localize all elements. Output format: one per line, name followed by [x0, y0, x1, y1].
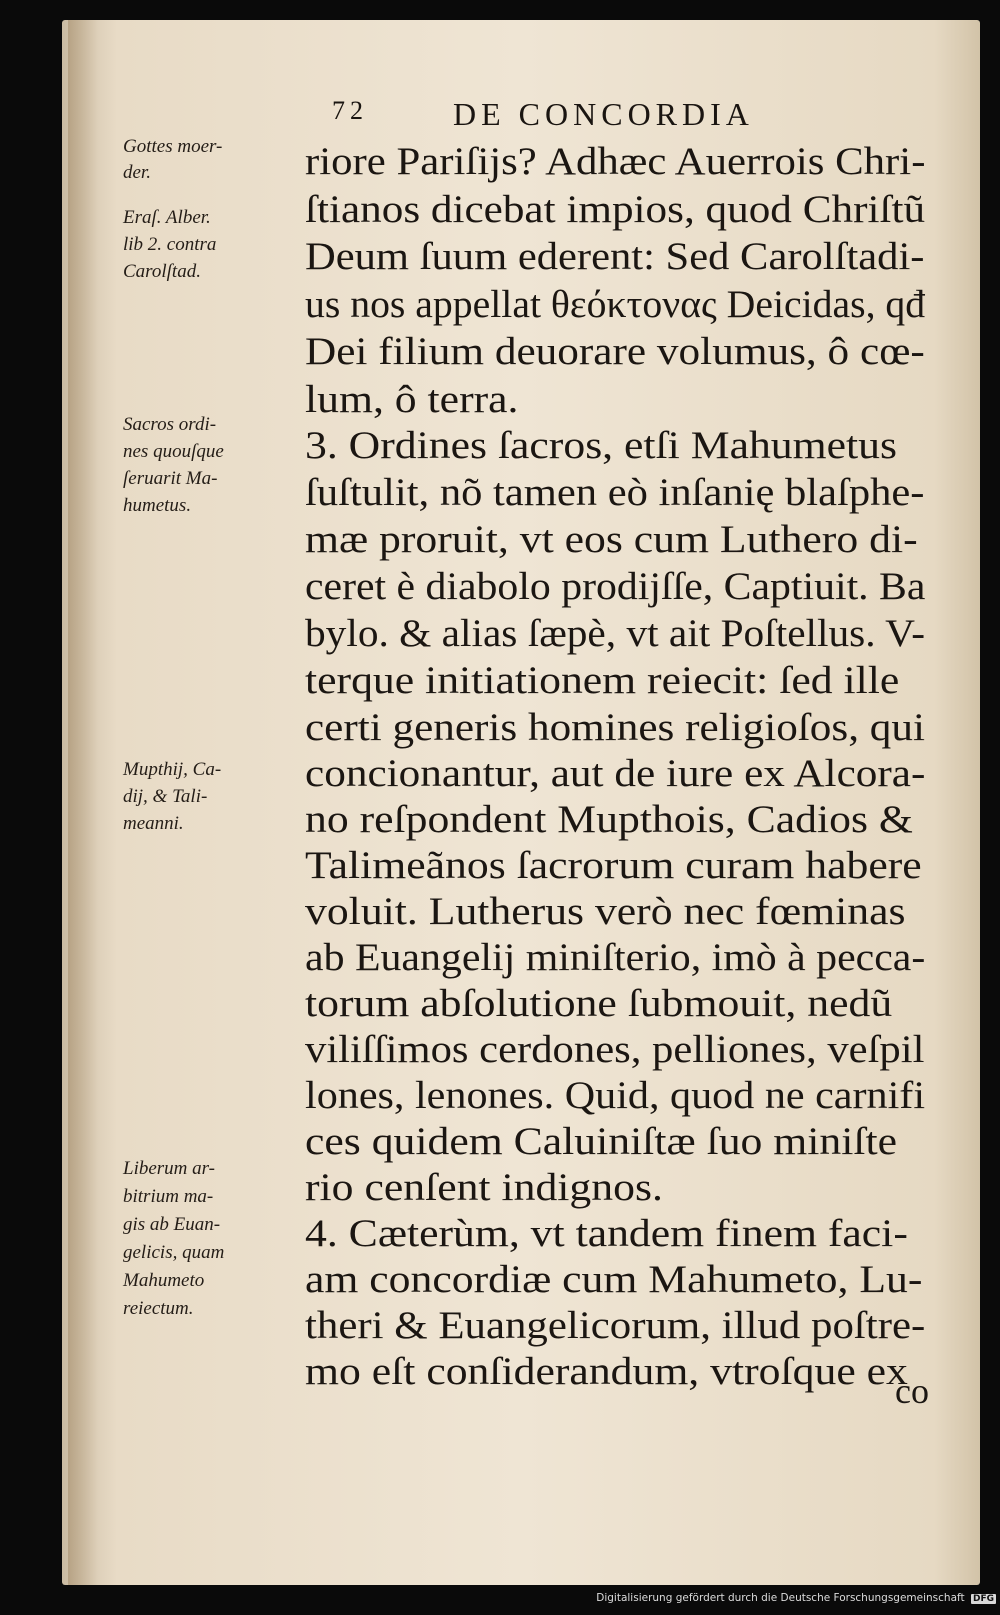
margin-note-line: Mahumeto [123, 1270, 205, 1291]
body-line: torum abſolutione ſubmouit, nedũ [305, 982, 893, 1025]
body-line: concionantur, aut de iure ex Alcora- [305, 752, 926, 795]
body-line: 3. Ordines ſacros, etſi Mahumetus [305, 424, 897, 467]
body-line: terque initiationem reiecit: ſed ille [305, 659, 900, 702]
margin-note-line: Carolſtad. [123, 261, 201, 282]
body-line: theri & Euangelicorum, illud poſtre- [305, 1304, 926, 1347]
credit-text: Digitalisierung gefördert durch die Deutsche Forschungsgemeinschaft [596, 1592, 965, 1604]
margin-note-line: ſeruarit Ma- [123, 468, 218, 489]
body-line: mo eſt conſiderandum, vtroſque ex [305, 1350, 908, 1393]
body-line: 4. Cæterùm, vt tandem finem faci- [305, 1212, 908, 1255]
margin-note-line: Mupthij, Ca- [123, 759, 222, 780]
body-line: am concordiæ cum Mahumeto, Lu- [305, 1258, 923, 1301]
body-line: ſtianos dicebat impios, quod Chriſtũ [305, 188, 926, 231]
dfg-logo: DFG [972, 1594, 994, 1604]
margin-note-line: dij, & Tali- [123, 786, 208, 807]
margin-note-line: Gottes moer- [123, 136, 223, 157]
margin-note-line: humetus. [123, 495, 192, 516]
margin-note-line: gis ab Euan- [123, 1214, 221, 1235]
catchword: co [895, 1371, 929, 1411]
body-line: mæ proruit, vt eos cum Luthero di- [305, 518, 918, 561]
margin-note-line: der. [123, 162, 151, 183]
digitization-credit [0, 1592, 996, 1604]
body-line: voluit. Lutherus verò nec fœminas [305, 890, 906, 933]
page-number: 72 [332, 96, 368, 125]
body-line: Dei filium deuorare volumus, ô cœ- [305, 330, 925, 373]
body-line: bylo. & alias ſæpè, vt ait Poſtellus. V- [305, 612, 926, 655]
margin-note-line: reiectum. [123, 1298, 194, 1319]
body-line: lones, lenones. Quid, quod ne carnifi [305, 1074, 926, 1117]
body-line: viliſſimos cerdones, pelliones, veſpil [305, 1028, 925, 1071]
margin-note-line: Eraſ. Alber. [123, 207, 211, 228]
body-line: rio cenſent indignos. [305, 1166, 663, 1209]
body-line: us nos appellat θεόκτονας Deicidas, qđ [305, 283, 926, 326]
running-title: DE CONCORDIA [453, 96, 754, 132]
margin-note-line: Liberum ar- [123, 1158, 215, 1179]
body-line: ceret è diabolo prodijſſe, Captiuit. Ba [305, 565, 926, 608]
body-line: Talimeãnos ſacrorum curam habere [305, 844, 922, 887]
body-line: riore Pariſijs? Adhæc Auerrois Chri- [305, 140, 926, 183]
body-line: certi generis homines religioſos, qui [305, 706, 925, 749]
body-line: ſuſtulit, nõ tamen eò inſanię blaſphe- [305, 471, 925, 514]
margin-note-line: lib 2. contra [123, 234, 217, 255]
body-line: no reſpondent Mupthois, Cadios & [305, 798, 913, 841]
body-line: lum, ô terra. [305, 378, 519, 421]
body-line: Deum ſuum ederent: Sed Carolſtadi- [305, 235, 925, 278]
margin-note-line: nes quouſque [123, 441, 224, 462]
body-line: ab Euangelij miniſterio, imò à pecca- [305, 936, 926, 979]
margin-note-line: Sacros ordi- [123, 414, 217, 435]
margin-note-line: gelicis, quam [123, 1242, 225, 1263]
margin-note-line: bitrium ma- [123, 1186, 214, 1207]
body-line: ces quidem Caluiniſtæ ſuo miniſte [305, 1120, 898, 1163]
margin-note-line: meanni. [123, 813, 184, 834]
